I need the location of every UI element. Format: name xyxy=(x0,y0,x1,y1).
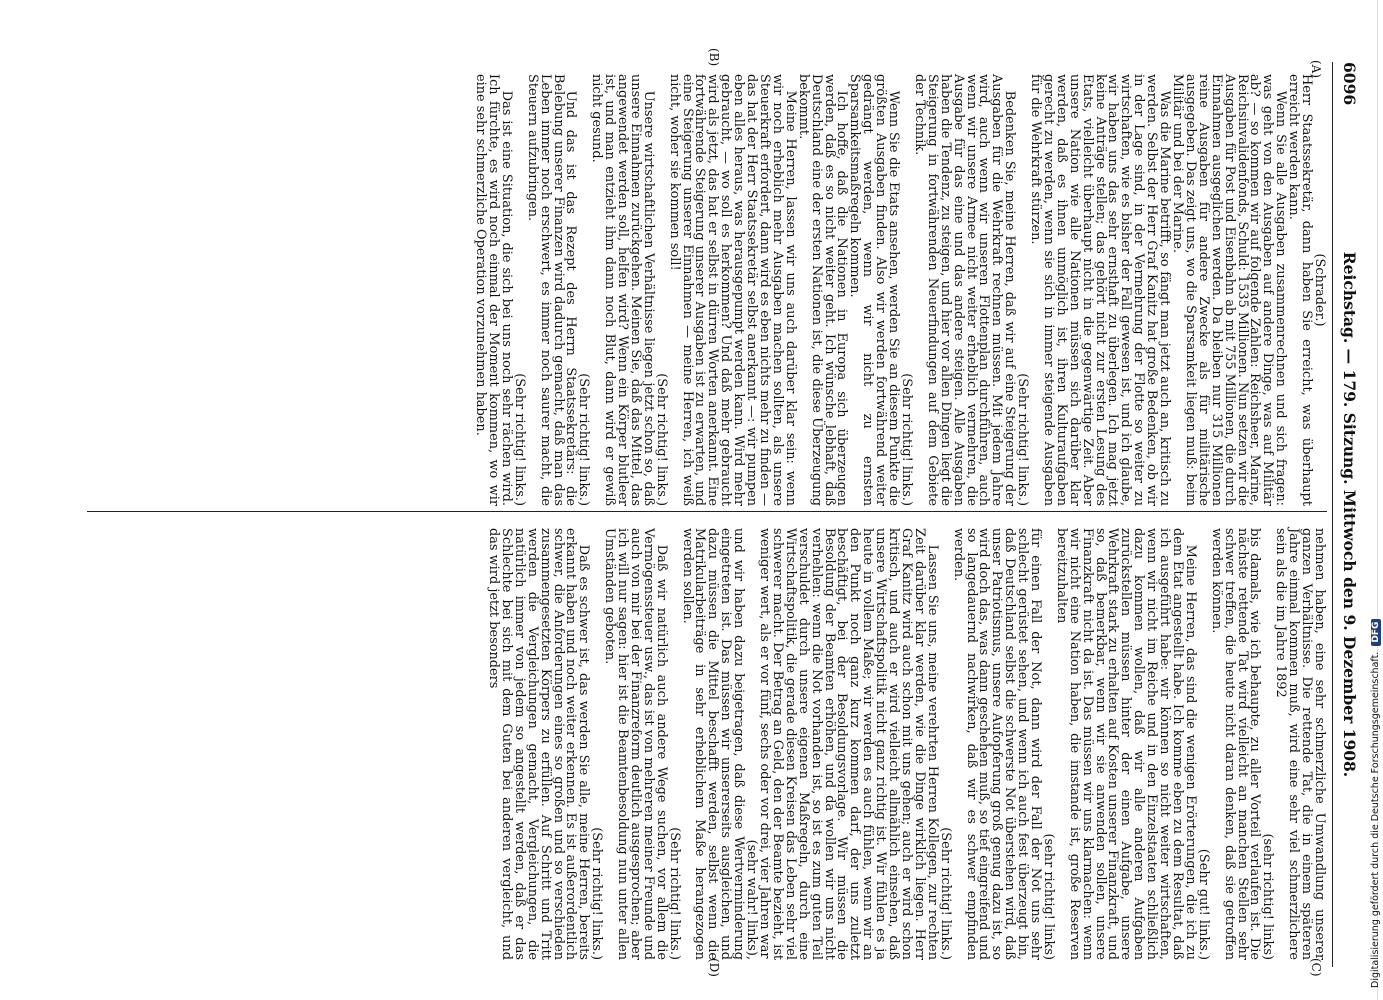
paragraph: Herr Staatssekretär, dann haben Sie erreicht, was überhaupt erreicht werden kann. xyxy=(1286,74,1315,506)
margin-letter-c: (C) xyxy=(1309,958,1323,977)
paragraph: Ich hoffe, daß die Nationen in Europa sich überzeugen werden, daß es so nicht weiter geht. Ich wünsche lebhaft, daß Deutschland eine der ersten Nationen ist, die diese Überzeugung bekommt. xyxy=(795,74,850,506)
paragraph: Bedenken Sie, meine Herren, daß wir auf eine Steigerung der Ausgaben für die Wehrkraft rechnen müssen. Mit jedem Jahre wird, auch wenn wir unseren Flottenplan durchführen, auch wenn wir unsere Armee nicht weiter erheblich vermehren, die Ausgabe für das eine und das andere steigen. Alle Ausgaben haben die Tendenz, zu steigen, und hier vor allen Dingen liegt die Steigerung in fortwährenden Neuerfindungen auf dem Gebiete der Technik. xyxy=(911,74,1018,506)
paragraph: und wir haben dazu beigetragen, daß diese Wertverminderung eingetreten ist. Das müssen wir unsererseits ausgleichen, und dazu müssen die Mittel beschafft werden, selbst wenn die Matrikularbeiträge in sehr erheblichem Maße herangezogen werden sollen. xyxy=(679,528,747,960)
paragraph: Das ist eine Situation, die sich bei uns noch sehr rächen wird. Ich fürchte, es wird noch einmal der Moment kommen, wo wir eine sehr schmerzliche Operation vorzunehmen haben. xyxy=(473,74,514,506)
margin-letter-b: (B) xyxy=(707,48,721,67)
paragraph: (Sehr richtig! links.) xyxy=(937,827,953,960)
paragraph: Und das ist das Rezept des Herrn Staatssekretärs: die Belebung unserer Finanzen wird dadurch gemacht, daß man das Leben immer noch erschwert, es immer noch saurer macht, die Steuern aufzubringen. xyxy=(524,74,579,506)
paragraph: bis damals, wie ich behaupte, zu aller Vorteil verlaufen ist. Die nächste rettende Tat wird vielleicht an manchen Stellen sehr schwer treffen, die heute nicht daran denken, daß sie getroffen werden können. xyxy=(1208,528,1263,960)
header-rule xyxy=(1332,62,1333,967)
digitization-credit xyxy=(1370,619,1381,988)
paragraph: (Sehr richtig! links.) xyxy=(589,827,605,960)
paragraph: Wenn Sie alle Ausgaben zusammenrechnen und sich fragen: was geht von den Ausgaben auf andere Dinge, was auf Militär ab? — so kommen wir auf folgende Zahlen: Reichsheer, Marine, Reichsinvalidenfonds, Schuld: 1535 Millionen. Nun setzen wir die Ausgaben für Post und Eisenbahn ab mit 755 Millionen, die durch Einnahmen ausgeglichen werden. Da bleiben nur 315 Millionen reine Ausgaben für andere Zwecke als für militärische ausgegeben. Das zeigt uns, wo die Sparsamkeit liegen muß: beim Militär und bei der Marine. xyxy=(1170,74,1289,506)
column-divider xyxy=(87,511,1327,512)
paragraph: (sehr richtig! links) xyxy=(1040,833,1056,960)
left-text-column xyxy=(85,74,1325,506)
paragraph: Meine Herren, lassen wir uns auch darüber klar sein: wenn wir noch erheblich mehr Ausgaben machen sollten, als unsere Steuerkraft erfordert, dann wird es eben nichts mehr zu finden — das hat der Herr Staatssekretär selbst anerkannt —: wir pumpen eben alles heraus, was herausgepumpt werden kann. Wird mehr gebraucht, — wo soll es herkommen? Und daß mehr gebraucht wird als jetzt, das hat er selbst in dürren Worten anerkannt. Eine fortwährende Steigerung unserer Ausgaben ist zu erwarten, und eine Steigerung unserer Einnahmen — meine Herren, ich weiß nicht, woher sie kommen soll! xyxy=(666,74,798,506)
paragraph: Meine Herren, das sind die wenigen Erörterungen, die ich zu dem Etat angestellt habe. Ich komme eben zu dem Resultat, daß ich ausgeführt habe: wir können so nicht weiter wirtschaften, wenn wir nicht im Reiche und in den Einzelstaaten schließlich dazu kommen wollen, daß wir alle anderen Aufgaben zurückstellen müssen hinter der einen Aufgabe, unsere Wehrkraft stark zu erhalten auf Kosten unserer Finanzkraft, und so, daß bemerkbar, wenn wir sie anwenden sollen, unsere Finanzkraft nicht da ist. Das müssen wir uns klarmachen: wenn wir nicht eine Nation haben, die imstande ist, große Reserven bereitzuhalten xyxy=(1053,528,1198,960)
paragraph: (Sehr gut! links.) xyxy=(1195,848,1211,960)
paragraph: Daß wir natürlich auch andere Wege suchen, vor allem die Vermögenssteuer usw., das ist von mehreren meiner Freunde und auch von mir bei der Finanzreform deutlich ausgesprochen; aber ich will nur sagen: hier ist die Beamtenbesoldung nun unter allen Umständen geboten. xyxy=(602,528,669,960)
paragraph: für einen Fall der Not, dann wird der Fall der Not uns sehr schlecht gerüstet sehen, und wenn ich auch fest überzeugt bin, daß Deutschland selbst die schwerste Not überstehen wird, daß unser Patriotismus, unsere Aufopferung groß genug dazu ist, so wird doch das, was dann geschehen muß, so tief eingreifend und so langedauernd nachwirken, daß wir es schwer empfinden werden. xyxy=(950,528,1044,960)
dfg-logo: DFG xyxy=(1371,619,1381,646)
paragraph: Daß es schwer ist, das werden Sie alle, meine Herren, bereits erkannt haben und noch weiter erkennen. Es ist außerordentlich schwer, die Anforderungen eines so großen und so verschieden zusammengesetzten Körpers zu erfüllen. Auf Schritt und Tritt werden die Vergleichungen gemacht, Vergleichungen, die natürlich immer von jedem so angestellt werden, daß er das Schlechte bei sich mit dem Guten bei anderen vergleicht, und das wird jetzt besonders xyxy=(486,528,592,960)
paragraph: (Sehr richtig! links.) xyxy=(899,373,914,506)
right-text-column xyxy=(85,528,1325,960)
paragraph: (Sehr richtig! links.) xyxy=(653,373,669,506)
margin-letter-a: (A) xyxy=(1309,60,1323,79)
margin-letter-d: (D) xyxy=(707,958,721,977)
paragraph: (sehr wahr! links), xyxy=(744,839,760,960)
paragraph: Unsere wirtschaftlichen Verhältnisse liegen jetzt schon so, daß unsere Einnahmen zurückgehen. Meinen Sie, daß das Mittel, das angewendet werden soll, helfen wird? Wenn ein Körper blutleer ist, und man entzieht ihm dann noch Blut, dann wird er gewiß nicht gesund. xyxy=(589,74,656,506)
paragraph: (Schrader.) xyxy=(1312,253,1327,327)
paragraph: (Sehr richtig! links.) xyxy=(576,373,592,506)
paragraph: (Sehr richtig! links.) xyxy=(511,373,527,506)
paragraph: (Sehr richtig! links.) xyxy=(666,827,682,960)
paragraph: (sehr richtig! links) xyxy=(1260,833,1276,960)
paragraph: nehmen haben, eine sehr schmerzliche Umwandlung unserer ganzen Verhältnisse. Die rettende Tat, die in einem späteren Jahre einmal kommen muß, wird eine sehr viel schmerzlichere sein als die im Jahre 1892 xyxy=(1273,528,1327,960)
paragraph: Was die Marine betrifft, so fängt man jetzt auch an, kritisch zu werden. Selbst der Herr Graf Kanitz hat große Bedenken, ob wir in der Lage sind, in der Vermehrung der Flotte so weiter zu wirtschaften, wie es bisher der Fall gewesen ist, und ich glaube, wir haben uns das sehr ernsthaft zu überlegen. Ich mag jetzt keine Anträge stellen; das gehört nicht zur ersten Lesung des Etats, vielleicht überhaupt nicht in die gegenwärtige Zeit. Aber unsere Nation wie alle Nationen müssen sich darüber klar werden, daß es ihnen unmöglich ist, ihren Kulturaufgaben gerecht zu werden, wenn sie sich in immer steigende Ausgaben für die Wehrkraft stürzen. xyxy=(1028,74,1173,506)
running-title: Reichstag. — 179. Sitzung. Mittwoch den 9. Dezember 1908. xyxy=(1340,251,1359,778)
credit-text: Digitalisierung gefördert durch die Deutsche Forschungsgemeinschaft. xyxy=(1370,651,1381,988)
paragraph: Lassen Sie uns, meine verehrten Herren Kollegen, zur rechten Zeit darüber klar werden, wie die Dinge wirklich liegen. Herr Graf Kanitz wird auch schon mit uns gehen; auch er wird schon kritisch, und auch er wird vielleicht allmählich einsehen, daß unsere Wirtschaftspolitik nicht ganz richtig ist. Wir fühlen es ja heute in vollem Maße; wir werden es auch fühlen, wenn wir an den Punkt noch ganz kurz kommen darf, der uns zuletzt beschäftigt, bei der Besoldungsvorlage. Wir müssen die Besoldung der Beamten erhöhen, und da wollen wir uns nicht verhehlen: wenn die Not vorhanden ist, so ist es zum guten Teil verschuldet durch unsere eigenen Maßregeln, durch eine Wirtschaftspolitik, die gerade diesen Kreisen das Leben sehr viel schwerer macht. Der Betrag an Geld, den der Beamte bezieht, ist weniger wert, als er vor fünf, sechs oder vor drei, vier Jahren war xyxy=(757,528,940,960)
paragraph: Wenn Sie die Etats ansehen, werden Sie an diesem Punkte die größten Ausgaben finden. Also wir werden fortwährend weiter gedrängt werden, wenn wir nicht zu ernsten Sparsamkeitsmaßregeln kommen. xyxy=(847,74,902,506)
page-number: 6096 xyxy=(1340,62,1359,106)
page-header xyxy=(1335,62,1359,967)
paragraph: (Sehr richtig! links.) xyxy=(1015,373,1031,506)
